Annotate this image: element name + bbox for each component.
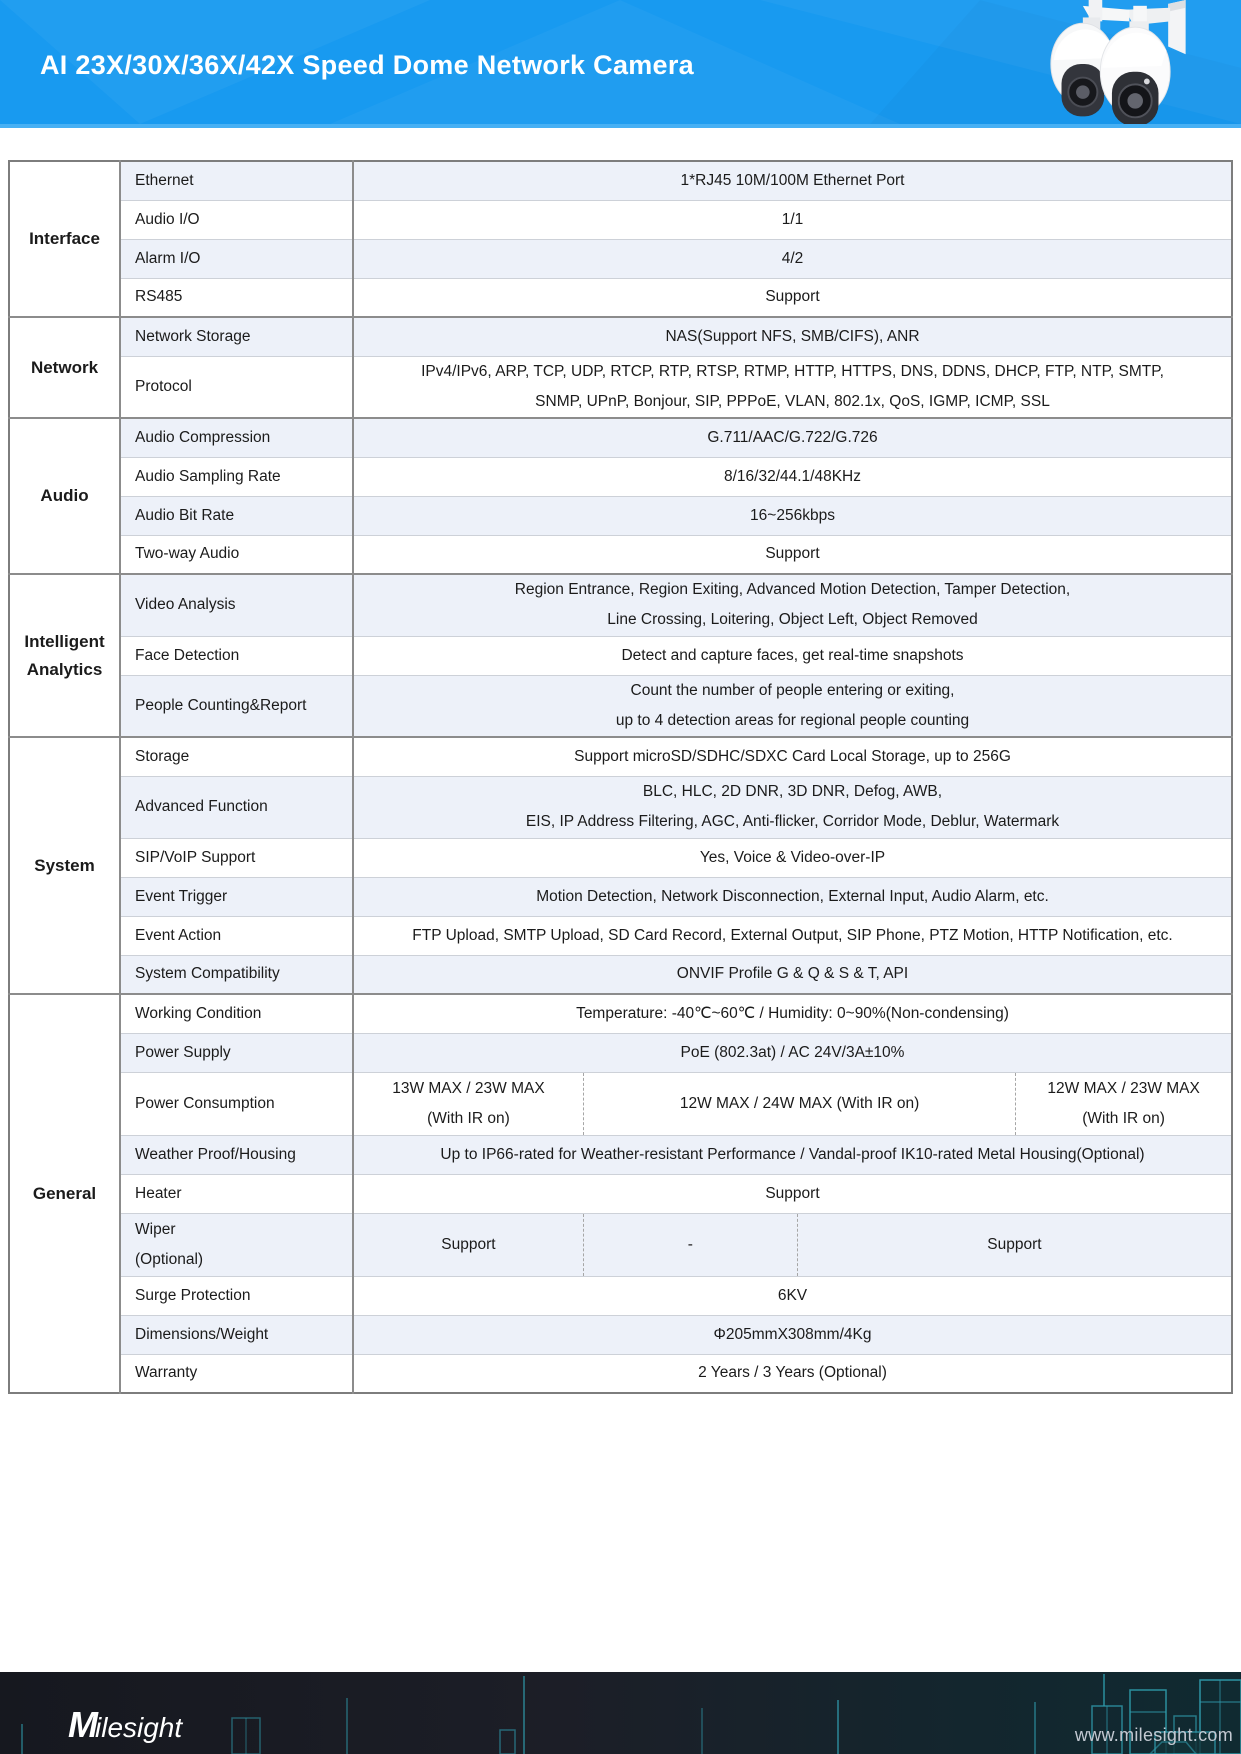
spec-label-advanced-function: Advanced Function <box>120 776 353 838</box>
spec-row-system-compatibility <box>9 955 1232 994</box>
spec-value-network-storage: NAS(Support NFS, SMB/CIFS), ANR <box>353 317 1232 356</box>
spec-value-power-supply: PoE (802.3at) / AC 24V/3A±10% <box>353 1033 1232 1072</box>
spec-label-people-counting-report: People Counting&Report <box>120 675 353 737</box>
spec-label-sip-voip-support: SIP/VoIP Support <box>120 838 353 877</box>
spec-label-system-compatibility: System Compatibility <box>120 955 353 994</box>
spec-row-advanced-function <box>9 776 1232 838</box>
spec-value-audio-compression: G.711/AAC/G.722/G.726 <box>353 418 1232 457</box>
milesight-logo <box>68 1704 182 1746</box>
spec-row-surge-protection <box>9 1276 1232 1315</box>
spec-row-audio-compression <box>9 418 1232 457</box>
spec-label-event-action: Event Action <box>120 916 353 955</box>
spec-value-protocol: IPv4/IPv6, ARP, TCP, UDP, RTCP, RTP, RTSP, RTMP, HTTP, HTTPS, DNS, DDNS, DHCP, FTP, NTP, SMTP, SNMP, UPnP, Bonjour, SIP, PPPoE, VLAN, 802.1x, QoS, IGMP, ICMP, SSL <box>353 356 1232 418</box>
spec-label-two-way-audio: Two-way Audio <box>120 535 353 574</box>
camera-product-image <box>1030 0 1190 128</box>
spec-label-audio-i-o: Audio I/O <box>120 200 353 239</box>
spec-label-protocol: Protocol <box>120 356 353 418</box>
spec-label-power-consumption: Power Consumption <box>120 1072 353 1135</box>
spec-value-alarm-i-o: 4/2 <box>353 239 1232 278</box>
spec-category-network: Network <box>9 317 120 418</box>
spec-value-storage: Support microSD/SDHC/SDXC Card Local Storage, up to 256G <box>353 737 1232 776</box>
website-url: www.milesight.com <box>1074 1725 1233 1745</box>
spec-value-power-consumption <box>353 1072 1232 1135</box>
spec-row-people-counting-report <box>9 675 1232 737</box>
spec-row-power-supply <box>9 1033 1232 1072</box>
spec-sheet <box>8 160 1233 1394</box>
spec-row-power-consumption <box>9 1072 1232 1135</box>
spec-row-audio-bit-rate <box>9 496 1232 535</box>
spec-value-event-trigger: Motion Detection, Network Disconnection, External Input, Audio Alarm, etc. <box>353 877 1232 916</box>
spec-label-face-detection: Face Detection <box>120 636 353 675</box>
spec-row-rs485 <box>9 278 1232 317</box>
spec-category-audio: Audio <box>9 418 120 574</box>
spec-value-advanced-function: BLC, HLC, 2D DNR, 3D DNR, Defog, AWB, EIS, IP Address Filtering, AGC, Anti-flicker, Corridor Mode, Deblur, Watermark <box>353 776 1232 838</box>
spec-value-heater: Support <box>353 1174 1232 1213</box>
spec-row-event-action <box>9 916 1232 955</box>
spec-value-audio-i-o: 1/1 <box>353 200 1232 239</box>
spec-value-face-detection: Detect and capture faces, get real-time snapshots <box>353 636 1232 675</box>
spec-value-ethernet: 1*RJ45 10M/100M Ethernet Port <box>353 161 1232 200</box>
spec-subvalue-power-consumption-2: 12W MAX / 24W MAX (With IR on) <box>583 1073 1015 1135</box>
spec-category-interface: Interface <box>9 161 120 317</box>
spec-row-protocol <box>9 356 1232 418</box>
spec-value-system-compatibility: ONVIF Profile G & Q & S & T, API <box>353 955 1232 994</box>
page-footer <box>0 1672 1241 1754</box>
spec-row-heater <box>9 1174 1232 1213</box>
spec-label-network-storage: Network Storage <box>120 317 353 356</box>
spec-label-alarm-i-o: Alarm I/O <box>120 239 353 278</box>
page-title: AI 23X/30X/36X/42X Speed Dome Network Camera <box>40 50 695 80</box>
spec-category-system: System <box>9 737 120 994</box>
spec-row-network-storage <box>9 317 1232 356</box>
spec-row-warranty <box>9 1354 1232 1393</box>
spec-row-face-detection <box>9 636 1232 675</box>
spec-value-two-way-audio: Support <box>353 535 1232 574</box>
spec-row-weather-proof-housing <box>9 1135 1232 1174</box>
spec-row-ethernet <box>9 161 1232 200</box>
spec-value-warranty: 2 Years / 3 Years (Optional) <box>353 1354 1232 1393</box>
spec-value-sip-voip-support: Yes, Voice & Video-over-IP <box>353 838 1232 877</box>
spec-label-event-trigger: Event Trigger <box>120 877 353 916</box>
spec-value-working-condition: Temperature: -40℃~60℃ / Humidity: 0~90%(Non-condensing) <box>353 994 1232 1033</box>
spec-subvalue-power-consumption-3: 12W MAX / 23W MAX (With IR on) <box>1015 1073 1231 1135</box>
spec-subvalue-wiper-1: Support <box>441 1235 496 1253</box>
spec-label-dimensions-weight: Dimensions/Weight <box>120 1315 353 1354</box>
spec-category-general: General <box>9 994 120 1393</box>
spec-label-working-condition: Working Condition <box>120 994 353 1033</box>
spec-row-alarm-i-o <box>9 239 1232 278</box>
spec-label-audio-sampling-rate: Audio Sampling Rate <box>120 457 353 496</box>
spec-category-intelligent-analytics: Intelligent Analytics <box>9 574 120 737</box>
spec-value-event-action: FTP Upload, SMTP Upload, SD Card Record, External Output, SIP Phone, PTZ Motion, HTTP Notification, etc. <box>353 916 1232 955</box>
spec-label-surge-protection: Surge Protection <box>120 1276 353 1315</box>
spec-value-audio-bit-rate: 16~256kbps <box>353 496 1232 535</box>
spec-row-sip-voip-support <box>9 838 1232 877</box>
spec-value-dimensions-weight: Φ205mmX308mm/4Kg <box>353 1315 1232 1354</box>
logo-wordmark: ilesight <box>95 1712 183 1743</box>
spec-row-audio-i-o <box>9 200 1232 239</box>
spec-value-surge-protection: 6KV <box>353 1276 1232 1315</box>
spec-label-ethernet: Ethernet <box>120 161 353 200</box>
spec-value-video-analysis: Region Entrance, Region Exiting, Advanced Motion Detection, Tamper Detection, Line Crossing, Loitering, Object Left, Object Removed <box>353 574 1232 636</box>
spec-row-audio-sampling-rate <box>9 457 1232 496</box>
spec-label-weather-proof-housing: Weather Proof/Housing <box>120 1135 353 1174</box>
spec-table <box>8 160 1233 1394</box>
spec-row-two-way-audio <box>9 535 1232 574</box>
spec-value-weather-proof-housing: Up to IP66-rated for Weather-resistant Performance / Vandal-proof IK10-rated Metal Housing(Optional) <box>353 1135 1232 1174</box>
spec-subvalue-wiper-2: - <box>583 1214 797 1276</box>
spec-row-working-condition <box>9 994 1232 1033</box>
spec-value-rs485: Support <box>353 278 1232 317</box>
spec-value-people-counting-report: Count the number of people entering or exiting, up to 4 detection areas for regional people counting <box>353 675 1232 737</box>
spec-value-audio-sampling-rate: 8/16/32/44.1/48KHz <box>353 457 1232 496</box>
spec-row-wiper <box>9 1213 1232 1276</box>
spec-label-warranty: Warranty <box>120 1354 353 1393</box>
spec-label-storage: Storage <box>120 737 353 776</box>
spec-label-wiper: Wiper (Optional) <box>120 1213 353 1276</box>
spec-row-event-trigger <box>9 877 1232 916</box>
spec-subvalue-wiper-3: Support <box>797 1214 1231 1276</box>
footer-skyline-graphic <box>0 1672 1241 1754</box>
spec-label-audio-bit-rate: Audio Bit Rate <box>120 496 353 535</box>
spec-row-dimensions-weight <box>9 1315 1232 1354</box>
spec-label-power-supply: Power Supply <box>120 1033 353 1072</box>
spec-row-video-analysis <box>9 574 1232 636</box>
spec-value-wiper <box>353 1213 1232 1276</box>
spec-label-audio-compression: Audio Compression <box>120 418 353 457</box>
spec-label-heater: Heater <box>120 1174 353 1213</box>
page-header <box>0 0 1241 128</box>
spec-subvalue-power-consumption-1: 13W MAX / 23W MAX (With IR on) <box>392 1079 545 1127</box>
spec-row-storage <box>9 737 1232 776</box>
spec-label-video-analysis: Video Analysis <box>120 574 353 636</box>
logo-m-glyph: M <box>68 1704 97 1745</box>
spec-label-rs485: RS485 <box>120 278 353 317</box>
